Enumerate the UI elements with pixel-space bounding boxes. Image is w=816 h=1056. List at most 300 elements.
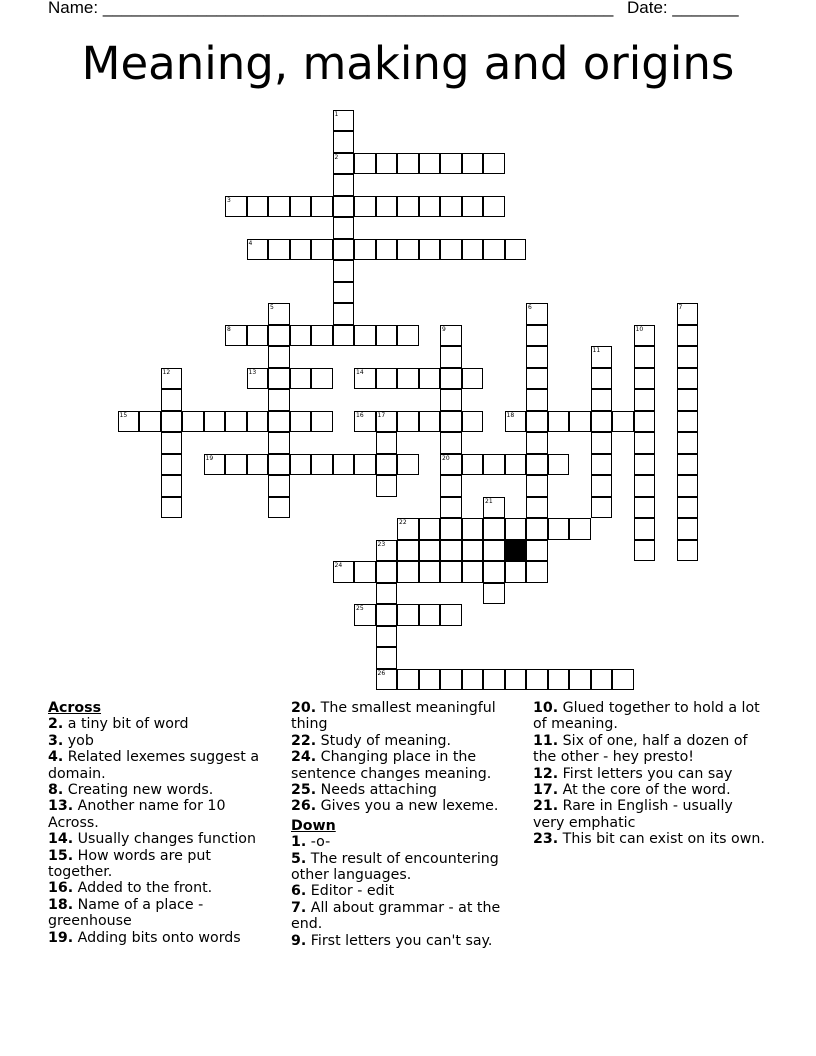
grid-cell[interactable]: [419, 411, 441, 433]
grid-cell[interactable]: [591, 454, 613, 476]
grid-cell[interactable]: [440, 239, 462, 261]
grid-cell[interactable]: [311, 239, 333, 261]
grid-cell[interactable]: [483, 153, 505, 175]
across-clue: [291, 700, 517, 733]
grid-cell[interactable]: [634, 497, 656, 519]
grid-cell[interactable]: [677, 475, 699, 497]
clue-text: Gives you a new lexeme.: [320, 798, 499, 815]
cell-number: 19: [205, 454, 214, 462]
grid-cell[interactable]: [247, 325, 269, 347]
clue-number: 1.: [291, 834, 307, 851]
grid-cell[interactable]: [526, 540, 548, 562]
clue-text: The result of encountering other languages.: [291, 850, 499, 884]
clue-text: -o-: [310, 834, 331, 851]
grid-cell[interactable]: [419, 604, 441, 626]
grid-cell[interactable]: [505, 411, 527, 433]
cell-number: 10: [635, 325, 644, 333]
clue-number: 25.: [291, 782, 317, 799]
grid-cell[interactable]: [440, 604, 462, 626]
grid-cell[interactable]: [268, 475, 290, 497]
grid-cell[interactable]: [483, 454, 505, 476]
grid-cell[interactable]: [397, 604, 419, 626]
grid-cell[interactable]: [526, 432, 548, 454]
grid-cell[interactable]: [333, 454, 355, 476]
clue-number: 22.: [291, 732, 317, 749]
clue-number: 13.: [48, 798, 74, 815]
grid-cell[interactable]: [376, 647, 398, 669]
cell-number: 20: [442, 454, 450, 462]
grid-cell[interactable]: [376, 561, 398, 583]
grid-cell[interactable]: [634, 454, 656, 476]
grid-cell[interactable]: [440, 497, 462, 519]
grid-cell[interactable]: [440, 346, 462, 368]
grid-cell[interactable]: [612, 669, 634, 691]
grid-cell[interactable]: [419, 518, 441, 540]
grid-cell[interactable]: [526, 475, 548, 497]
grid-cell[interactable]: [376, 153, 398, 175]
grid-cell[interactable]: [440, 389, 462, 411]
grid-cell[interactable]: [483, 669, 505, 691]
grid-cell[interactable]: [569, 669, 591, 691]
grid-cell[interactable]: [677, 497, 699, 519]
grid-cell[interactable]: [526, 561, 548, 583]
grid-cell[interactable]: [569, 411, 591, 433]
across-clue: [48, 897, 276, 930]
grid-cell[interactable]: [247, 368, 269, 390]
grid-cell[interactable]: [462, 454, 484, 476]
grid-cell[interactable]: [139, 411, 161, 433]
grid-cell[interactable]: [290, 325, 312, 347]
grid-cell[interactable]: [526, 368, 548, 390]
grid-cell[interactable]: [483, 540, 505, 562]
across-clue: [48, 749, 276, 782]
grid-cell[interactable]: [462, 368, 484, 390]
cell-number: 13: [248, 368, 257, 376]
grid-cell[interactable]: [591, 389, 613, 411]
grid-cell[interactable]: [419, 153, 441, 175]
clue-text: At the core of the word.: [562, 782, 731, 799]
grid-cell[interactable]: [225, 411, 247, 433]
grid-cell[interactable]: [462, 239, 484, 261]
grid-cell[interactable]: [419, 239, 441, 261]
grid-cell[interactable]: [290, 454, 312, 476]
grid-cell[interactable]: [333, 174, 355, 196]
grid-cell[interactable]: [161, 411, 183, 433]
grid-cell[interactable]: [397, 454, 419, 476]
grid-cell[interactable]: [677, 303, 699, 325]
grid-cell[interactable]: [440, 196, 462, 218]
grid-cell[interactable]: [354, 604, 376, 626]
cell-number: 12: [162, 368, 171, 376]
grid-cell[interactable]: [290, 368, 312, 390]
clue-text: Glued together to hold a lot of meaning.: [533, 700, 760, 733]
grid-cell[interactable]: [397, 540, 419, 562]
across-clue: [291, 733, 517, 749]
grid-cell[interactable]: [376, 540, 398, 562]
grid-cell[interactable]: [268, 432, 290, 454]
grid-cell[interactable]: [376, 454, 398, 476]
grid-cell[interactable]: [419, 669, 441, 691]
down-clue: [533, 782, 765, 798]
grid-cell[interactable]: [247, 196, 269, 218]
cell-number: 21: [485, 497, 493, 505]
grid-cell[interactable]: [634, 432, 656, 454]
clue-text: Name of a place - greenhouse: [48, 896, 204, 930]
grid-cell[interactable]: [591, 411, 613, 433]
clue-number: 3.: [48, 732, 64, 749]
grid-cell[interactable]: [161, 389, 183, 411]
grid-cell[interactable]: [440, 518, 462, 540]
grid-cell[interactable]: [548, 669, 570, 691]
grid-cell[interactable]: [268, 497, 290, 519]
clues-column-3: [533, 700, 765, 848]
grid-cell[interactable]: [397, 368, 419, 390]
across-clue: [48, 798, 276, 831]
grid-cell[interactable]: [634, 540, 656, 562]
grid-cell[interactable]: [333, 303, 355, 325]
across-clue: [291, 798, 517, 814]
clue-number: 12.: [533, 765, 559, 782]
grid-cell[interactable]: [354, 239, 376, 261]
grid-cell[interactable]: [376, 368, 398, 390]
cell-number: 22: [399, 519, 407, 526]
clue-number: 26.: [291, 798, 317, 815]
cell-number: 1: [334, 110, 339, 118]
grid-cell[interactable]: [354, 561, 376, 583]
grid-cell[interactable]: [526, 669, 548, 691]
grid-cell[interactable]: [634, 411, 656, 433]
grid-cell[interactable]: [268, 346, 290, 368]
grid-cell[interactable]: [505, 561, 527, 583]
grid-cell[interactable]: [462, 196, 484, 218]
grid-cell[interactable]: [483, 583, 505, 605]
across-clue: [48, 880, 276, 896]
grid-cell[interactable]: [440, 432, 462, 454]
grid-cell[interactable]: [591, 346, 613, 368]
grid-cell[interactable]: [311, 368, 333, 390]
grid-cell[interactable]: [440, 411, 462, 433]
clue-text: Rare in English - usually very emphatic: [533, 798, 733, 831]
grid-cell[interactable]: [161, 497, 183, 519]
grid-cell[interactable]: [268, 389, 290, 411]
grid-cell[interactable]: [440, 540, 462, 562]
grid-cell[interactable]: [677, 368, 699, 390]
grid-cell[interactable]: [634, 368, 656, 390]
grid-cell[interactable]: [483, 239, 505, 261]
grid-cell[interactable]: [333, 110, 355, 132]
date-label: Date:: [627, 0, 668, 17]
cell-number: 7: [678, 304, 683, 311]
grid-cell[interactable]: [182, 411, 204, 433]
grid-cell[interactable]: [311, 454, 333, 476]
across-clue: [48, 733, 276, 749]
grid-cell[interactable]: [268, 368, 290, 390]
grid-cell[interactable]: [419, 196, 441, 218]
grid-cell[interactable]: [591, 475, 613, 497]
grid-cell[interactable]: [526, 411, 548, 433]
clue-text: Editor - edit: [310, 883, 395, 900]
cell-number: 24: [334, 562, 343, 569]
grid-cell[interactable]: [333, 153, 355, 175]
grid-cell[interactable]: [376, 325, 398, 347]
grid-cell[interactable]: [634, 518, 656, 540]
grid-cell[interactable]: [634, 389, 656, 411]
grid-cell[interactable]: [354, 411, 376, 433]
grid-cell[interactable]: [376, 411, 398, 433]
clue-number: 18.: [48, 896, 74, 913]
grid-cell[interactable]: [462, 411, 484, 433]
grid-cell[interactable]: [677, 325, 699, 347]
cell-number: 6: [528, 304, 532, 311]
grid-cell[interactable]: [505, 518, 527, 540]
clue-number: 4.: [48, 749, 64, 766]
grid-cell[interactable]: [462, 153, 484, 175]
grid-cell[interactable]: [462, 561, 484, 583]
grid-cell[interactable]: [677, 346, 699, 368]
grid-cell[interactable]: [354, 325, 376, 347]
clue-number: 2.: [48, 716, 64, 733]
grid-cell[interactable]: [677, 432, 699, 454]
grid-cell[interactable]: [526, 325, 548, 347]
clue-text: Needs attaching: [320, 782, 437, 799]
grid-cell[interactable]: [333, 561, 355, 583]
cell-number: 17: [377, 411, 386, 419]
clue-number: 5.: [291, 850, 307, 867]
cell-number: 2: [334, 153, 339, 161]
grid-cell[interactable]: [397, 153, 419, 175]
grid-cell[interactable]: [677, 518, 699, 540]
cell-number: 8: [227, 325, 231, 333]
clue-text: a tiny bit of word: [67, 716, 189, 733]
grid-cell[interactable]: [333, 260, 355, 282]
grid-cell[interactable]: [397, 411, 419, 433]
grid-cell[interactable]: [440, 368, 462, 390]
across-clue: [291, 782, 517, 798]
grid-cell[interactable]: [483, 196, 505, 218]
grid-cell[interactable]: [483, 497, 505, 519]
grid-cell[interactable]: [311, 196, 333, 218]
grid-cell[interactable]: [376, 432, 398, 454]
grid-cell[interactable]: [440, 153, 462, 175]
across-clue: [48, 716, 276, 732]
grid-cell[interactable]: [333, 282, 355, 304]
cell-number: 5: [270, 304, 274, 311]
grid-cell[interactable]: [591, 669, 613, 691]
down-clue: [291, 834, 517, 850]
grid-cell[interactable]: [526, 518, 548, 540]
grid-cell[interactable]: [268, 303, 290, 325]
grid-cell[interactable]: [268, 411, 290, 433]
across-heading: Across: [48, 700, 102, 716]
clue-number: 10.: [533, 700, 559, 716]
cell-number: 9: [442, 325, 446, 333]
grid-cell[interactable]: [354, 368, 376, 390]
grid-cell[interactable]: [440, 561, 462, 583]
grid-cell[interactable]: [311, 411, 333, 433]
grid-cell[interactable]: [247, 411, 269, 433]
down-clue: [291, 851, 517, 884]
cell-number: 16: [356, 411, 364, 419]
name-line: ______________________________________________________: [102, 0, 614, 17]
grid-cell[interactable]: [247, 239, 269, 261]
grid-cell[interactable]: [569, 518, 591, 540]
grid-cell[interactable]: [268, 325, 290, 347]
grid-cell[interactable]: [376, 626, 398, 648]
clue-number: 20.: [291, 700, 317, 716]
grid-cell[interactable]: [268, 196, 290, 218]
clue-text: Creating new words.: [67, 782, 214, 799]
grid-cell[interactable]: [526, 303, 548, 325]
grid-cell[interactable]: [161, 454, 183, 476]
clue-number: 21.: [533, 798, 559, 815]
grid-cell[interactable]: [677, 411, 699, 433]
clue-text: Added to the front.: [77, 880, 213, 897]
grid-cell[interactable]: [311, 325, 333, 347]
grid-cell[interactable]: [376, 196, 398, 218]
grid-cell[interactable]: [397, 239, 419, 261]
down-clue: [533, 831, 765, 847]
grid-cell[interactable]: [376, 475, 398, 497]
clue-number: 16.: [48, 880, 74, 897]
grid-cell[interactable]: [376, 239, 398, 261]
down-clue: [291, 883, 517, 899]
grid-cell[interactable]: [634, 475, 656, 497]
grid-cell[interactable]: [204, 411, 226, 433]
clue-text: First letters you can say: [562, 765, 733, 782]
grid-cell[interactable]: [462, 540, 484, 562]
grid-cell[interactable]: [505, 454, 527, 476]
grid-cell[interactable]: [462, 669, 484, 691]
grid-cell[interactable]: [483, 561, 505, 583]
grid-cell[interactable]: [204, 454, 226, 476]
grid-cell[interactable]: [634, 346, 656, 368]
down-clue: [533, 733, 765, 766]
grid-cell[interactable]: [397, 669, 419, 691]
grid-cell[interactable]: [290, 411, 312, 433]
grid-cell[interactable]: [268, 239, 290, 261]
cell-number: 23: [377, 540, 386, 548]
grid-cell[interactable]: [419, 368, 441, 390]
across-clue: [48, 782, 276, 798]
grid-cell[interactable]: [548, 454, 570, 476]
cell-number: 4: [248, 239, 253, 247]
down-clue: [291, 900, 517, 933]
cell-number: 14: [356, 368, 364, 376]
grid-cell[interactable]: [526, 389, 548, 411]
grid-cell[interactable]: [440, 454, 462, 476]
grid-cell[interactable]: [677, 454, 699, 476]
clue-number: 14.: [48, 831, 74, 848]
grid-cell[interactable]: [677, 540, 699, 562]
grid-cell[interactable]: [591, 497, 613, 519]
grid-cell[interactable]: [354, 454, 376, 476]
grid-cell[interactable]: [419, 561, 441, 583]
clue-number: 6.: [291, 883, 307, 900]
grid-cell[interactable]: [440, 475, 462, 497]
grid-cell[interactable]: [397, 325, 419, 347]
grid-cell[interactable]: [333, 325, 355, 347]
grid-cell[interactable]: [397, 196, 419, 218]
grid-cell[interactable]: [225, 196, 247, 218]
grid-cell[interactable]: [397, 518, 419, 540]
grid-cell[interactable]: [225, 454, 247, 476]
across-clue: [291, 749, 517, 782]
down-clue: [533, 766, 765, 782]
grid-cell[interactable]: [118, 411, 140, 433]
cell-number: 15: [119, 411, 128, 419]
clue-number: 15.: [48, 847, 74, 864]
grid-cell[interactable]: [247, 454, 269, 476]
across-clue: [48, 848, 276, 881]
grid-cell[interactable]: [634, 325, 656, 347]
clue-text: All about grammar - at the end.: [291, 899, 501, 933]
grid-cell[interactable]: [290, 239, 312, 261]
clue-number: 19.: [48, 929, 74, 946]
grid-cell[interactable]: [526, 497, 548, 519]
clue-text: First letters you can't say.: [310, 932, 493, 949]
across-clue: [48, 831, 276, 847]
grid-cell[interactable]: [376, 669, 398, 691]
cell-number: 11: [592, 347, 601, 354]
grid-cell[interactable]: [397, 561, 419, 583]
date-line: _______: [672, 0, 739, 17]
clue-text: yob: [67, 732, 94, 749]
grid-cell[interactable]: [591, 368, 613, 390]
grid-cell[interactable]: [440, 669, 462, 691]
clue-text: The smallest meaningful thing: [291, 700, 496, 733]
grid-cell[interactable]: [376, 583, 398, 605]
grid-cell[interactable]: [354, 196, 376, 218]
grid-cell[interactable]: [505, 669, 527, 691]
grid-cell[interactable]: [290, 196, 312, 218]
down-clue: [533, 798, 765, 831]
grid-cell[interactable]: [526, 454, 548, 476]
grid-cell[interactable]: [483, 518, 505, 540]
grid-cell[interactable]: [161, 475, 183, 497]
grid-cell[interactable]: [526, 346, 548, 368]
grid-cell[interactable]: [161, 432, 183, 454]
grid-cell[interactable]: [419, 540, 441, 562]
page-title: Meaning, making and origins: [81, 37, 735, 90]
grid-cell[interactable]: [354, 153, 376, 175]
grid-cell[interactable]: [376, 604, 398, 626]
grid-cell[interactable]: [333, 131, 355, 153]
clue-text: Related lexemes suggest a domain.: [48, 749, 260, 782]
down-clue: [533, 700, 765, 733]
grid-cell[interactable]: [612, 411, 634, 433]
grid-cell[interactable]: [548, 411, 570, 433]
down-heading: Down: [291, 817, 336, 834]
grid-cell[interactable]: [440, 325, 462, 347]
grid-cell[interactable]: [225, 325, 247, 347]
grid-cell[interactable]: [333, 239, 355, 261]
grid-cell[interactable]: [462, 518, 484, 540]
grid-cell[interactable]: [161, 368, 183, 390]
grid-cell[interactable]: [333, 217, 355, 239]
clue-text: Adding bits onto words: [77, 929, 241, 946]
grid-cell[interactable]: [505, 239, 527, 261]
grid-cell[interactable]: [548, 518, 570, 540]
grid-cell[interactable]: [268, 454, 290, 476]
grid-cell[interactable]: [677, 389, 699, 411]
clue-text: How words are put together.: [48, 847, 211, 881]
clue-text: Usually changes function: [77, 831, 256, 848]
grid-cell[interactable]: [333, 196, 355, 218]
clues-column-2: [291, 700, 517, 949]
clue-text: Six of one, half a dozen of the other - hey presto!: [533, 732, 748, 766]
clue-number: 23.: [533, 831, 559, 848]
grid-cell[interactable]: [591, 432, 613, 454]
